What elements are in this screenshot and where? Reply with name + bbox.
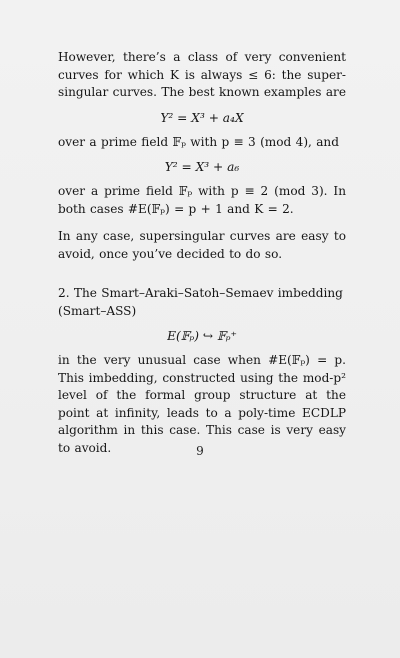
- paragraph-prime-field-mod-4: over a prime field 𝔽ₚ with p ≡ 3 (mod 4), and: [58, 134, 339, 149]
- equation-imbedding: E(𝔽ₚ) ↪ 𝔽ₚ⁺: [167, 329, 237, 343]
- paragraph-avoid-supersingular: In any case, supersingular curves are easy to avoid, once you’ve decided to do so.: [58, 229, 346, 261]
- page-number: 9: [196, 444, 204, 458]
- paragraph-anomalous-case: in the very unusual case when #E(𝔽ₚ) = p. This imbedding, constructed using the mod-p² level of the formal group structure at the point at infinity, leads to a poly-time ECDLP algorithm in this case. This case is very easy to avoid.: [58, 353, 346, 455]
- equation-supersingular-1: Y² = X³ + a₄X: [160, 110, 244, 125]
- paragraph-supersingular-intro: However, there’s a class of very convenient curves for which K is always ≤ 6: the super-singular curves. The best known examples are: [58, 50, 346, 99]
- section-heading-smart-ass: 2. The Smart–Araki–Satoh–Semaev imbedding (Smart–ASS): [58, 286, 343, 318]
- paragraph-prime-field-mod-3: over a prime field 𝔽ₚ with p ≡ 2 (mod 3). In both cases #E(𝔽ₚ) = p + 1 and K = 2.: [58, 184, 346, 216]
- page-content: [58, 49, 346, 457]
- equation-supersingular-2: Y² = X³ + a₆: [164, 160, 240, 174]
